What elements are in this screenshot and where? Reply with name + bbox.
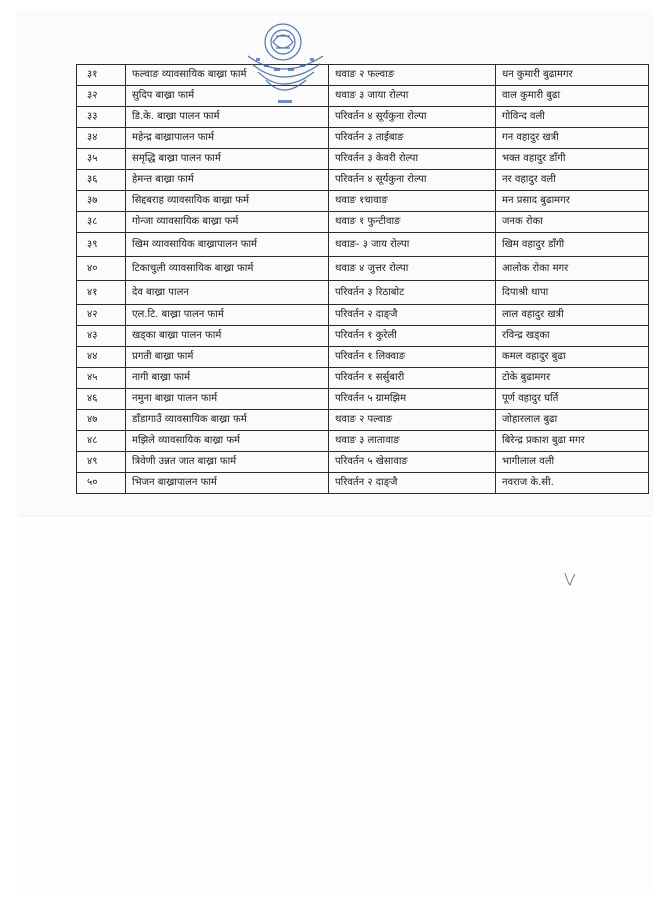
address-cell: थवाङ १चावाङ [329, 191, 496, 212]
address-cell: थवाङ २ फल्वाङ [329, 65, 496, 86]
table-row [77, 431, 649, 452]
farm-name-cell: भिजन बाख्रापालन फार्म [126, 473, 329, 494]
address-cell: थवाङ १ फुन्टीवाङ [329, 212, 496, 233]
address-cell: थवाङ ३ लातावाङ [329, 431, 496, 452]
serial-number-cell: ५० [77, 473, 126, 494]
address-cell: परिवर्तन १ कुरेली [329, 326, 496, 347]
address-cell: परिवर्तन २ दाङ्जै [329, 473, 496, 494]
farm-name-cell: त्रिवेणी उन्नत जात बाख्रा फार्म [126, 452, 329, 473]
farm-list-body [77, 65, 649, 494]
farm-name-cell: खड्का बाख्रा पालन फार्म [126, 326, 329, 347]
table-row [77, 473, 649, 494]
address-cell: थवाङ ४ जुत्तर रोल्पा [329, 257, 496, 281]
address-cell: परिवर्तन ५ खेसावाङ [329, 452, 496, 473]
serial-number-cell: ४५ [77, 368, 126, 389]
serial-number-cell: ४२ [77, 305, 126, 326]
farm-name-cell: सिद्दबराह व्यावसायिक बाख्रा फर्म [126, 191, 329, 212]
owner-name-cell: नर वहादुर वली [496, 170, 649, 191]
serial-number-cell: ३८ [77, 212, 126, 233]
address-cell: परिवर्तन ४ सूर्यकुना रोल्पा [329, 170, 496, 191]
serial-number-cell: ३४ [77, 128, 126, 149]
address-cell: परिवर्तन १ लिक्वाङ [329, 347, 496, 368]
address-cell: थवाङ- ३ जाय रोल्पा [329, 233, 496, 257]
table-row [77, 347, 649, 368]
blank-lower-page [18, 520, 652, 890]
owner-name-cell: कमल वहादुर बुढा [496, 347, 649, 368]
owner-name-cell: भागीलाल वली [496, 452, 649, 473]
table-row [77, 170, 649, 191]
table-row [77, 233, 649, 257]
serial-number-cell: ४९ [77, 452, 126, 473]
farm-name-cell: फल्वाङ व्यावसायिक बाख्रा फार्म [126, 65, 329, 86]
table-row [77, 389, 649, 410]
serial-number-cell: ३९ [77, 233, 126, 257]
table-row [77, 191, 649, 212]
serial-number-cell: ४६ [77, 389, 126, 410]
table-row [77, 149, 649, 170]
table-row [77, 305, 649, 326]
serial-number-cell: ३६ [77, 170, 126, 191]
farm-name-cell: मझिले व्यावसायिक बाख्रा फर्म [126, 431, 329, 452]
serial-number-cell: ४८ [77, 431, 126, 452]
pen-mark-icon [563, 571, 577, 587]
owner-name-cell: वाल कुमारी बुढा [496, 86, 649, 107]
table-row [77, 281, 649, 305]
serial-number-cell: ४० [77, 257, 126, 281]
farm-list-table [76, 64, 649, 494]
serial-number-cell: ३७ [77, 191, 126, 212]
serial-number-cell: ३५ [77, 149, 126, 170]
address-cell: थवाङ २ पल्वाङ [329, 410, 496, 431]
serial-number-cell: ४४ [77, 347, 126, 368]
serial-number-cell: ४३ [77, 326, 126, 347]
owner-name-cell: टोके बुढामगर [496, 368, 649, 389]
table-row [77, 65, 649, 86]
owner-name-cell: मन प्रसाद बुढामगर [496, 191, 649, 212]
farm-name-cell: प्रगती बाख्रा फार्म [126, 347, 329, 368]
owner-name-cell: गोविन्द वली [496, 107, 649, 128]
farm-name-cell: महेन्द्र बाख्रापालन फार्म [126, 128, 329, 149]
farm-name-cell: देव बाख्रा पालन [126, 281, 329, 305]
serial-number-cell: ४१ [77, 281, 126, 305]
owner-name-cell: नवराज के.सी. [496, 473, 649, 494]
table-row [77, 212, 649, 233]
farm-name-cell: डाँडागाउँ व्यावसायिक बाख्रा फर्म [126, 410, 329, 431]
address-cell: परिवर्तन २ दाङ्जै [329, 305, 496, 326]
owner-name-cell: रविन्द्र खड्का [496, 326, 649, 347]
serial-number-cell: ४७ [77, 410, 126, 431]
serial-number-cell: ३१ [77, 65, 126, 86]
table-row [77, 128, 649, 149]
farm-name-cell: एल.टि. बाख्रा पालन फार्म [126, 305, 329, 326]
farm-name-cell: हेमन्त बाख्रा फार्म [126, 170, 329, 191]
address-cell: परिवर्तन १ सर्सुबारी [329, 368, 496, 389]
owner-name-cell: खिम वहादुर डाँगी [496, 233, 649, 257]
owner-name-cell: भक्त वहादुर डाँगी [496, 149, 649, 170]
farm-name-cell: डि.के. बाख्रा पालन फार्म [126, 107, 329, 128]
owner-name-cell: आलोक रोका मगर [496, 257, 649, 281]
farm-name-cell: समृद्धि बाख्रा पालन फार्म [126, 149, 329, 170]
table-row [77, 326, 649, 347]
address-cell: परिवर्तन ५ ग्रामझिम [329, 389, 496, 410]
table-row [77, 107, 649, 128]
address-cell: परिवर्तन ४ सूर्यकुना रोल्पा [329, 107, 496, 128]
serial-number-cell: ३२ [77, 86, 126, 107]
owner-name-cell: पूर्ण वहादुर घर्ति [496, 389, 649, 410]
table-row [77, 86, 649, 107]
address-cell: थवाङ ३ जाया रोल्पा [329, 86, 496, 107]
owner-name-cell: लाल वहादुर खत्री [496, 305, 649, 326]
table-row [77, 452, 649, 473]
farm-name-cell: नमुना बाख्रा पालन फार्म [126, 389, 329, 410]
table-row [77, 368, 649, 389]
owner-name-cell: जनक रोका [496, 212, 649, 233]
farm-name-cell: सुदिप बाख्रा फार्म [126, 86, 329, 107]
owner-name-cell: जोहारलाल बुढा [496, 410, 649, 431]
address-cell: परिवर्तन ३ रिठाबोट [329, 281, 496, 305]
address-cell: परिवर्तन ३ ताईबाङ [329, 128, 496, 149]
farm-name-cell: खिम व्यावसायिक बाख्रापालन फार्म [126, 233, 329, 257]
owner-name-cell: बिरेन्द्र प्रकाश बुढा मगर [496, 431, 649, 452]
farm-name-cell: गोन्जा व्यावसायिक बाख्रा फर्म [126, 212, 329, 233]
farm-name-cell: टिकाचुली व्यावसायिक बाख्रा फार्म [126, 257, 329, 281]
farm-list-table-wrapper [76, 64, 638, 494]
address-cell: परिवर्तन ३ केवरी रोल्पा [329, 149, 496, 170]
owner-name-cell: दिपाश्री थापा [496, 281, 649, 305]
owner-name-cell: गन वहादुर खत्री [496, 128, 649, 149]
farm-name-cell: नागी बाख्रा फार्म [126, 368, 329, 389]
table-row [77, 257, 649, 281]
owner-name-cell: धन कुमारी बुढामगर [496, 65, 649, 86]
serial-number-cell: ३३ [77, 107, 126, 128]
table-row [77, 410, 649, 431]
